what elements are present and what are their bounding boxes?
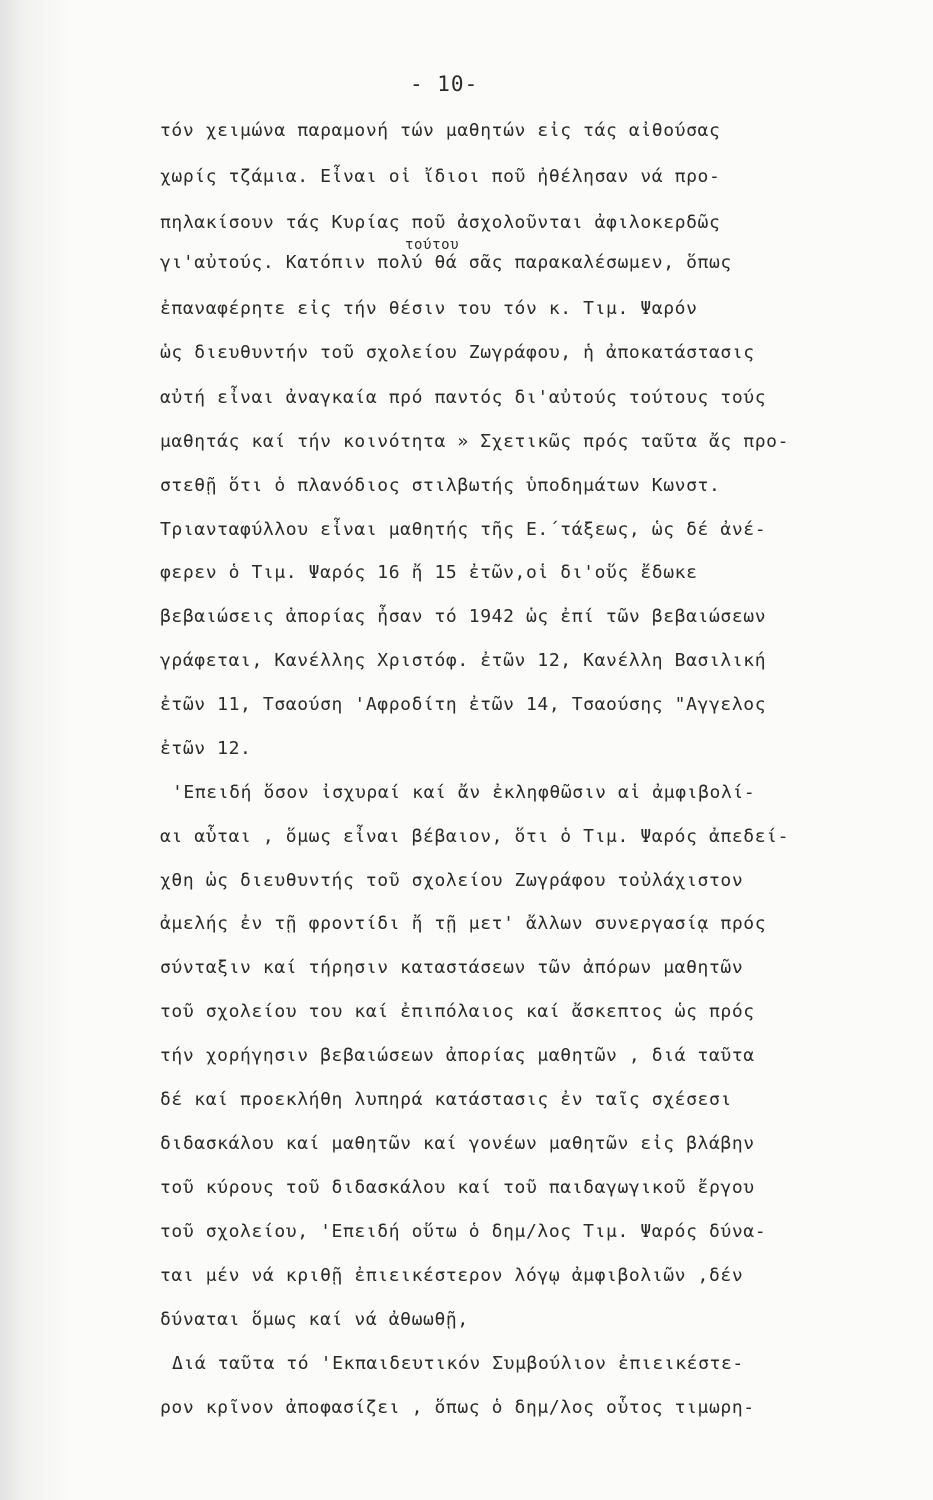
interlinear-insertion: τούτου <box>405 237 460 253</box>
text-line: τοῦ σχολείου του καί ἐπιπόλαιος καί ἄσκεπτος ὡς πρός <box>160 1001 755 1022</box>
text-line: ται μέν νά κριθῇ ἐπιεικέστερον λόγῳ ἀμφιβολιῶν ,δέν <box>160 1265 744 1286</box>
text-line: τόν χειμώνα παραμονή τών μαθητών εἰς τάς αἰθούσας <box>160 120 721 141</box>
text-line: αι αὗται , ὅμως εἶναι βέβαιον, ὅτι ὁ Τιμ. Ψαρός ἀπεδεί- <box>160 826 790 847</box>
text-line: χωρίς τζάμια. Εἶναι οἱ ἴδιοι ποῦ ἠθέλησαν νά προ- <box>160 166 721 187</box>
text-line: Τριανταφύλλου εἶναι μαθητής τῆς Ε.΄τάξεως, ὡς δέ ἀνέ- <box>160 519 767 540</box>
text-line: χθη ὡς διευθυντής τοῦ σχολείου Ζωγράφου τοὐλάχιστον <box>160 870 744 891</box>
text-line: Διά ταῦτα τό 'Εκπαιδευτικόν Συμβούλιον ἐπιεικέστε- <box>172 1353 744 1374</box>
text-line: ἐπαναφέρητε εἰς τήν θέσιν του τόν κ. Τιμ. Ψαρόν <box>160 298 698 319</box>
text-line: πηλακίσουν τάς Κυρίας ποῦ ἀσχολοῦνται ἀφιλοκερδῶς <box>160 212 721 233</box>
text-line: ἐτῶν 11, Τσαούση 'Αφροδίτη ἐτῶν 14, Τσαούσης "Αγγελος <box>160 694 767 715</box>
text-line: φερεν ὁ Τιμ. Ψαρός 16 ἤ 15 ἐτῶν,οἱ δι'οὕς ἔδωκε <box>160 562 698 583</box>
text-line: αὐτή εἶναι ἀναγκαία πρό παντός δι'αὐτούς τούτους τούς <box>160 387 767 408</box>
text-line: μαθητάς καί τήν κοινότητα » Σχετικῶς πρός ταῦτα ἄς προ- <box>160 431 790 452</box>
text-line: δέ καί προεκλήθη λυπηρά κατάστασις ἐν ταῖς σχέσεσι <box>160 1089 732 1110</box>
text-line: στεθῇ ὅτι ὁ πλανόδιος στιλβωτής ὑποδημάτων Κωνστ. <box>160 475 721 496</box>
text-line: διδασκάλου καί μαθητῶν καί γονέων μαθητῶν εἰς βλάβην <box>160 1133 755 1154</box>
text-line: γι'αὐτούς. Κατόπιν πολύ θά σᾶς παρακαλέσωμεν, ὅπως <box>160 252 732 273</box>
text-line: ἀμελής ἐν τῇ φροντίδι ἤ τῇ μετ' ἄλλων συνεργασίᾳ πρός <box>160 913 767 934</box>
text-line: βεβαιώσεις ἀπορίας ἦσαν τό 1942 ὡς ἐπί τῶν βεβαιώσεων <box>160 606 767 627</box>
text-line: ἐτῶν 12. <box>160 738 252 759</box>
text-line: 'Επειδή ὅσον ἰσχυραί καί ἄν ἐκληφθῶσιν αἱ ἀμφιβολί- <box>172 782 756 803</box>
text-line: σύνταξιν καί τήρησιν καταστάσεων τῶν ἀπόρων μαθητῶν <box>160 957 744 978</box>
page-number: - 10- <box>410 72 479 96</box>
text-line: τοῦ σχολείου, 'Επειδή οὕτω ὁ δημ/λος Τιμ. Ψαρός δύνα- <box>160 1221 767 1242</box>
text-line: δύναται ὅμως καί νά ἀθωωθῇ, <box>160 1309 469 1330</box>
text-line: τοῦ κύρους τοῦ διδασκάλου καί τοῦ παιδαγωγικοῦ ἔργου <box>160 1177 755 1198</box>
text-line: τήν χορήγησιν βεβαιώσεων ἀπορίας μαθητῶν , διά ταῦτα <box>160 1045 755 1066</box>
text-line: ρον κρῖνον ἀποφασίζει , ὅπως ὁ δημ/λος οὗτος τιμωρη- <box>160 1397 755 1418</box>
text-line: ὡς διευθυντήν τοῦ σχολείου Ζωγράφου, ἡ ἀποκατάστασις <box>160 342 755 363</box>
text-line: γράφεται, Κανέλλης Χριστόφ. ἐτῶν 12, Κανέλλη Βασιλική <box>160 650 767 671</box>
